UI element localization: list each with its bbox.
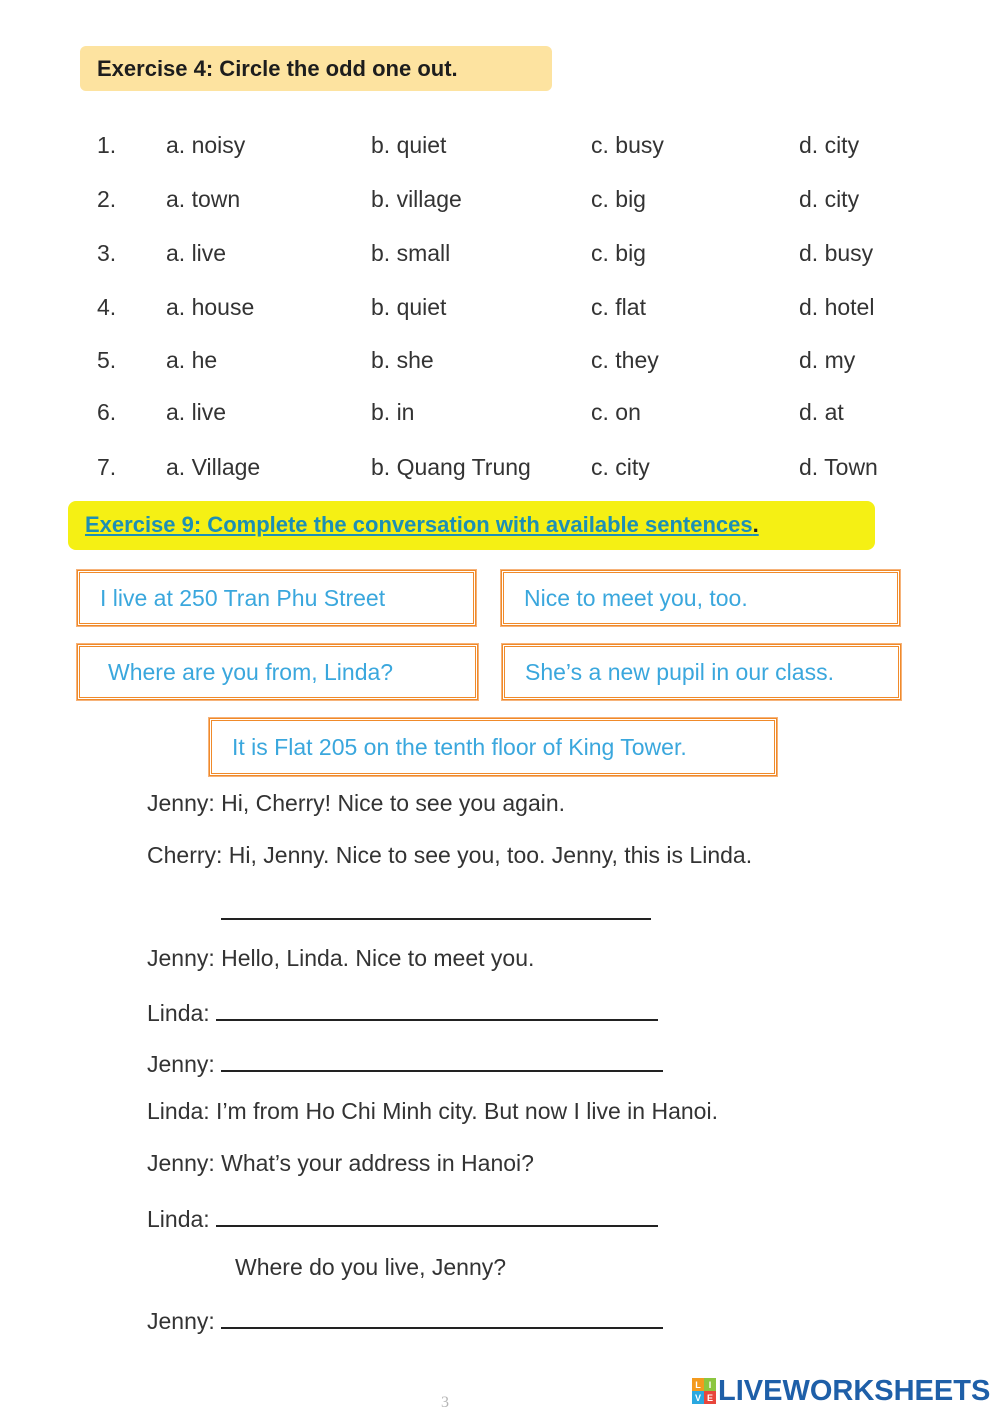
question-number: 5. — [97, 347, 117, 373]
question-number: 6. — [97, 399, 117, 425]
speaker-label: Jenny: — [147, 1051, 215, 1077]
conversation-line: Jenny: Hi, Cherry! Nice to see you again. — [147, 790, 566, 816]
page-number: 3 — [441, 1394, 449, 1411]
logo-letter-l: L — [692, 1378, 704, 1391]
question-number: 1. — [97, 132, 117, 158]
option-a[interactable]: a. noisy — [166, 132, 246, 158]
answer-blank[interactable] — [216, 1203, 658, 1227]
option-a[interactable]: a. he — [166, 347, 218, 373]
speaker-label: Linda: — [147, 1000, 210, 1026]
conversation-line — [147, 1203, 658, 1233]
option-c[interactable]: c. on — [591, 399, 641, 425]
option-b[interactable]: b. she — [371, 347, 434, 373]
logo-letter-i: I — [704, 1378, 716, 1391]
option-b[interactable]: b. small — [371, 240, 451, 266]
option-d[interactable]: d. Town — [799, 454, 878, 480]
sentence-box[interactable]: Nice to meet you, too. — [501, 570, 900, 626]
speaker-label: Linda: — [147, 1206, 210, 1232]
question-number: 7. — [97, 454, 117, 480]
conversation-line — [147, 1048, 663, 1078]
option-a[interactable]: a. live — [166, 399, 227, 425]
conversation-line: Cherry: Hi, Jenny. Nice to see you, too. Jenny, this is Linda. — [147, 842, 753, 868]
question-row — [0, 132, 1000, 162]
option-d[interactable]: d. at — [799, 399, 844, 425]
exercise9-title-period: . — [752, 512, 759, 537]
option-c[interactable]: c. flat — [591, 294, 646, 320]
conversation-line: Linda: I’m from Ho Chi Minh city. But now I live in Hanoi. — [147, 1098, 718, 1124]
option-d[interactable]: d. busy — [799, 240, 874, 266]
exercise9-title — [85, 512, 759, 538]
option-a[interactable]: a. house — [166, 294, 255, 320]
question-row — [0, 454, 1000, 484]
question-number: 2. — [97, 186, 117, 212]
option-c[interactable]: c. big — [591, 240, 646, 266]
sentence-box[interactable]: She’s a new pupil in our class. — [502, 644, 901, 700]
option-a[interactable]: a. live — [166, 240, 227, 266]
option-b[interactable]: b. quiet — [371, 294, 447, 320]
answer-blank[interactable] — [221, 1305, 663, 1329]
question-row — [0, 240, 1000, 270]
logo-text: LIVEWORKSHEETS — [718, 1374, 991, 1407]
question-row — [0, 186, 1000, 216]
option-b[interactable]: b. Quang Trung — [371, 454, 531, 480]
conversation-line — [147, 997, 658, 1027]
option-d[interactable]: d. my — [799, 347, 856, 373]
option-b[interactable]: b. in — [371, 399, 415, 425]
sentence-box[interactable]: Where are you from, Linda? — [77, 644, 478, 700]
option-c[interactable]: c. they — [591, 347, 659, 373]
conversation-line: Where do you live, Jenny? — [235, 1254, 507, 1280]
question-row — [0, 399, 1000, 429]
option-d[interactable]: d. city — [799, 132, 860, 158]
logo-letter-v: V — [692, 1391, 704, 1404]
question-row — [0, 294, 1000, 324]
answer-blank[interactable] — [221, 896, 651, 920]
option-c[interactable]: c. city — [591, 454, 650, 480]
option-a[interactable]: a. Village — [166, 454, 261, 480]
speaker-label: Jenny: — [147, 1308, 215, 1334]
answer-blank[interactable] — [221, 1048, 663, 1072]
logo-letter-e: E — [704, 1391, 716, 1404]
conversation-line: Jenny: What’s your address in Hanoi? — [147, 1150, 534, 1176]
exercise9-title-text: Exercise 9: Complete the conversation with available sentences — [85, 512, 753, 537]
option-b[interactable]: b. quiet — [371, 132, 447, 158]
option-c[interactable]: c. big — [591, 186, 646, 212]
conversation-line: Jenny: Hello, Linda. Nice to meet you. — [147, 945, 535, 971]
question-row — [0, 347, 1000, 377]
liveworksheets-logo-icon — [692, 1378, 716, 1404]
sentence-box[interactable]: I live at 250 Tran Phu Street — [77, 570, 476, 626]
answer-blank[interactable] — [216, 997, 658, 1021]
exercise4-title: Exercise 4: Circle the odd one out. — [97, 56, 458, 81]
liveworksheets-logo[interactable] — [692, 1374, 990, 1408]
option-a[interactable]: a. town — [166, 186, 241, 212]
sentence-box[interactable]: It is Flat 205 on the tenth floor of King Tower. — [209, 718, 777, 776]
option-d[interactable]: d. hotel — [799, 294, 875, 320]
option-c[interactable]: c. busy — [591, 132, 664, 158]
question-number: 3. — [97, 240, 117, 266]
question-number: 4. — [97, 294, 117, 320]
option-d[interactable]: d. city — [799, 186, 860, 212]
option-b[interactable]: b. village — [371, 186, 462, 212]
conversation-line — [147, 1305, 663, 1335]
